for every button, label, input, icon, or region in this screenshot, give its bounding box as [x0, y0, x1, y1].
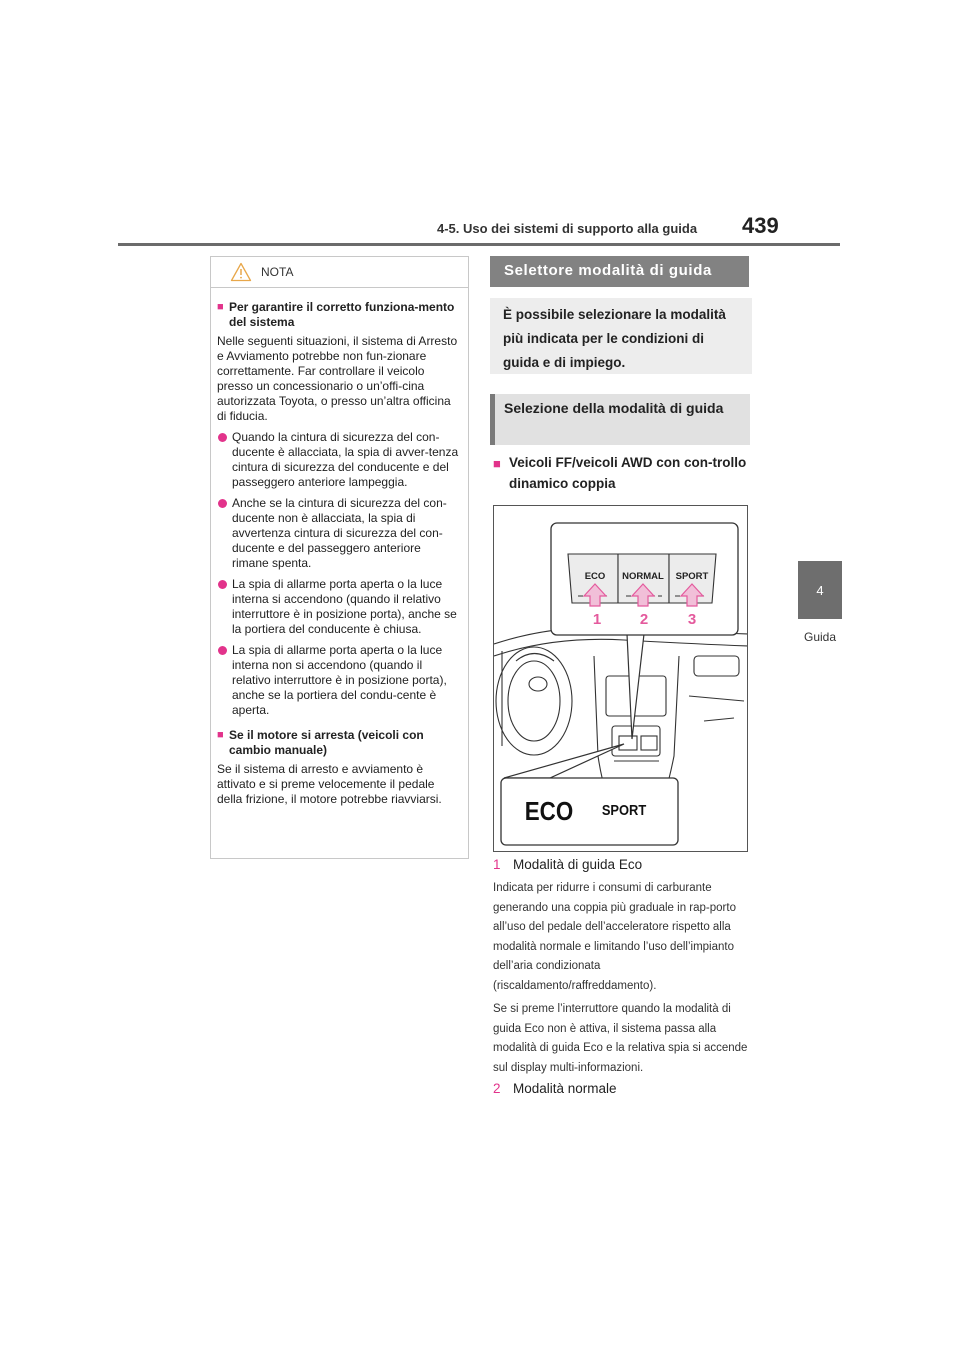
- dot-bullet-icon: [218, 580, 227, 589]
- callout-number: 3: [687, 611, 697, 628]
- nota-body: [211, 288, 468, 807]
- vehicle-heading: [493, 452, 751, 494]
- page-number: 439: [742, 213, 779, 238]
- drive-mode-illustration: [493, 505, 748, 852]
- item-2-number: 2: [493, 1081, 501, 1096]
- item-2: [493, 1081, 617, 1096]
- dot-bullet-icon: [218, 433, 227, 442]
- square-bullet-icon: ■: [217, 301, 224, 313]
- section-banner-title: Selettore modalità di guida: [504, 262, 712, 279]
- chapter-tab: [798, 561, 842, 619]
- switch-label: ECO: [524, 797, 574, 827]
- nota-box: [210, 256, 469, 859]
- nota-header: [211, 257, 468, 288]
- chapter-label: Guida: [803, 630, 837, 644]
- item-1-number: 1: [493, 857, 501, 872]
- warning-triangle-icon: [230, 262, 252, 287]
- nota-bullet-text: La spia di allarme porta aperta o la luce interna si accendono (quando il relativo interruttore è in posizione porta), anche se la portiera del conducente è chiusa.: [232, 577, 457, 636]
- nota-title: NOTA: [261, 265, 294, 279]
- subsection-title: Selezione della modalità di guida: [504, 400, 724, 416]
- switch-label: SPORT: [601, 801, 647, 819]
- square-bullet-icon: ■: [493, 456, 501, 471]
- chapter-number: 4: [816, 583, 824, 598]
- section-title: 4-5. Uso dei sistemi di supporto alla guida: [437, 221, 698, 236]
- nota-bullet: [217, 577, 460, 637]
- square-bullet-icon: ■: [217, 729, 224, 741]
- vehicle-heading-text: Veicoli FF/veicoli AWD con con-trollo dinamico coppia: [509, 455, 747, 491]
- subsection-bar: [490, 394, 495, 445]
- item-1-label: Modalità di guida Eco: [513, 857, 643, 872]
- nota-bullet-text: Quando la cintura di sicurezza del con-ducente è allacciata, la spia di avver-tenza cintura di sicurezza del conducente e del passeggero anteriore lampeggia.: [232, 430, 459, 489]
- header-rule: [118, 243, 840, 246]
- nota-paragraph-1: Nelle seguenti situazioni, il sistema di Arresto e Avviamento potrebbe non fun-zionare correttamente. Far controllare il veicolo presso un concessionario o un’offi-cina autorizzata Toyota, o presso un’altra officina di fiducia.: [217, 334, 458, 423]
- dashboard-drawing: [494, 506, 748, 852]
- intro-text: È possibile selezionare la modalità più indicata per le condizioni di guida e di impiego.: [503, 307, 726, 370]
- subsection-heading: [490, 394, 750, 445]
- mode-button-label: SPORT: [675, 571, 709, 582]
- item-2-label: Modalità normale: [513, 1081, 617, 1096]
- section-banner: [490, 256, 749, 287]
- nota-bullet: [217, 643, 460, 718]
- dot-bullet-icon: [218, 499, 227, 508]
- item-1-description: Indicata per ridurre i consumi di carburante generando una coppia più graduale in rap-porto all’uso del pedale dell’acceleratore rispetto alla modalità normale e limitando l’uso dell’impianto dell’aria condizionata (riscaldamento/raffreddamento).: [493, 882, 736, 992]
- nota-bullet-text: Anche se la cintura di sicurezza del con-ducente non è allacciata, la spia di avvertenza cintura di sicurezza del con-ducente e del passeggero anteriore rimane spenta.: [232, 496, 447, 570]
- item-1-description-2: Se si preme l’interruttore quando la modalità di guida Eco non è attiva, il sistema passa alla modalità di guida Eco e la relativa spia si accende sul display multi-informazioni.: [493, 1003, 748, 1074]
- callout-number: 2: [639, 611, 649, 628]
- item-1: [493, 857, 642, 872]
- mode-button-label: ECO: [584, 571, 606, 582]
- nota-heading-2-text: Se il motore si arresta (veicoli con cambio manuale): [229, 728, 424, 757]
- nota-bullet: [217, 496, 460, 571]
- callout-number: 1: [592, 611, 602, 628]
- intro-box: [490, 298, 752, 374]
- nota-bullet: [217, 430, 460, 490]
- nota-heading-2: [217, 728, 460, 758]
- dot-bullet-icon: [218, 646, 227, 655]
- nota-bullet-text: La spia di allarme porta aperta o la luce interna non si accendono (quando il relativo interruttore è in posizione porta), anche se la portiera del condu-cente è aperta.: [232, 643, 447, 717]
- nota-paragraph-2: Se il sistema di arresto e avviamento è attivato e si preme velocemente il pedale della frizione, il motore potrebbe riavviarsi.: [217, 762, 442, 806]
- nota-heading-1: [217, 300, 460, 330]
- nota-heading-1-text: Per garantire il corretto funziona-mento del sistema: [229, 300, 455, 329]
- mode-button-label: NORMAL: [622, 571, 664, 582]
